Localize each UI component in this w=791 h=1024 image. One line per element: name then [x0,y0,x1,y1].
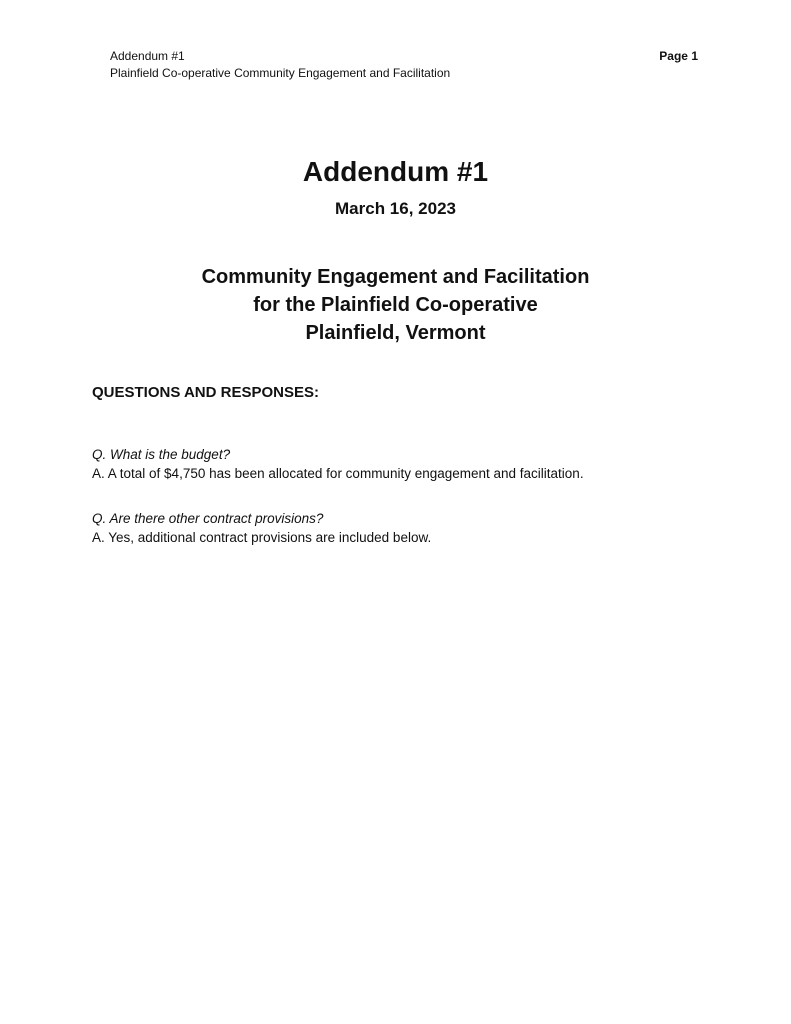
page-header [110,48,700,82]
project-title [0,263,791,347]
project-title-line-3: Plainfield, Vermont [305,322,486,344]
qa-item [92,445,702,483]
header-left [110,48,700,82]
document-title: Addendum #1 [302,156,489,187]
question-text: Q. What is the budget? [92,447,231,462]
section-heading: QUESTIONS AND RESPONSES: [92,384,319,401]
project-title-line-2: for the Plainfield Co-operative [253,294,538,316]
qa-item [92,509,702,547]
header-project-name: Plainfield Co-operative Community Engagement and Facilitation [110,66,451,80]
question-text: Q. Are there other contract provisions? [92,511,324,526]
header-document-title: Addendum #1 [110,49,185,63]
project-title-line-1: Community Engagement and Facilitation [201,266,590,288]
answer-text: A. Yes, additional contract provisions are included below. [92,530,432,545]
page-number: Page 1 [659,49,698,63]
answer-text: A. A total of $4,750 has been allocated for community engagement and facilitation. [92,466,584,481]
document-date: March 16, 2023 [335,199,456,218]
